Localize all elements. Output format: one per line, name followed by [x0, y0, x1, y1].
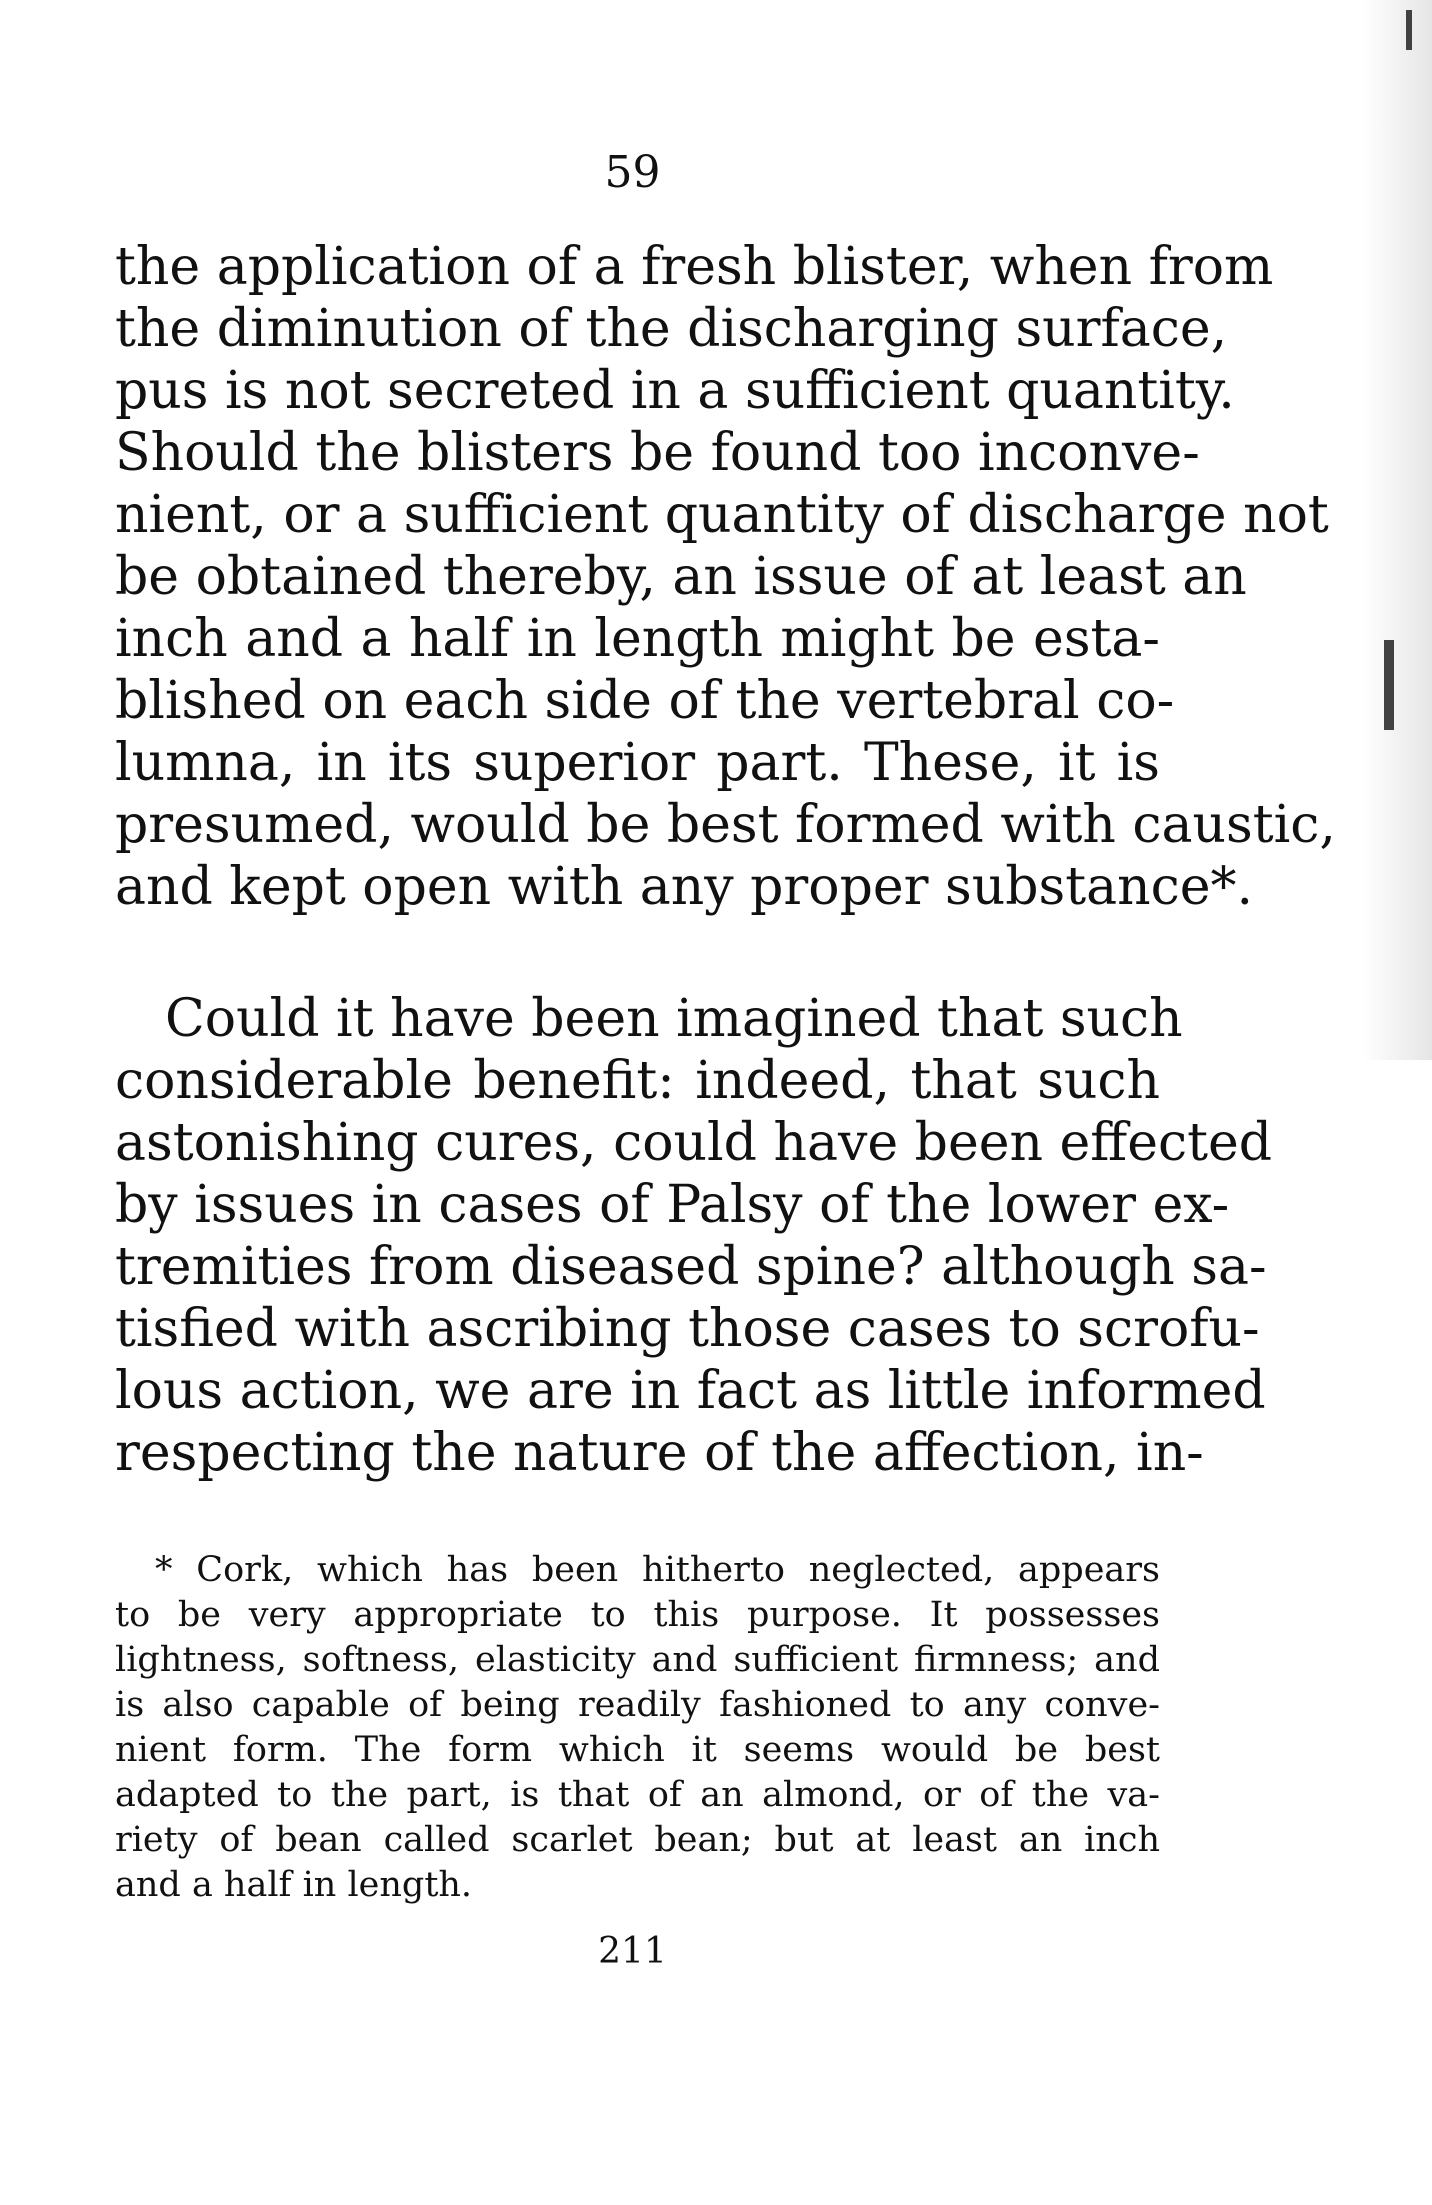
text-line: astonishing cures, could have been effected — [115, 1113, 1273, 1173]
paragraph-1 — [115, 236, 1336, 918]
text-line: lous action, we are in fact as little informed — [115, 1361, 1266, 1421]
footnote-line: and a half in length. — [115, 1865, 473, 1905]
text-line: the application of a fresh blister, when from — [115, 237, 1274, 297]
text-line: be obtained thereby, an issue of at least an — [115, 547, 1247, 607]
text-line: presumed, would be best formed with caustic, — [115, 795, 1336, 855]
scan-shadow-edge — [1362, 0, 1432, 1060]
footnote-line: is also capable of being readily fashioned to any conve- — [115, 1685, 1160, 1725]
text-line: pus is not secreted in a sufficient quantity. — [115, 361, 1235, 421]
text-line: respecting the nature of the affection, in- — [115, 1423, 1204, 1483]
footnote — [115, 1548, 1160, 1908]
text-line: by issues in cases of Palsy of the lower ex- — [115, 1175, 1230, 1235]
paragraph-2 — [115, 988, 1273, 1484]
scan-artifact — [1406, 10, 1412, 50]
text-line: nient, or a sufficient quantity of discharge not — [115, 485, 1329, 545]
scan-artifact — [1384, 640, 1394, 730]
text-line: lumna, in its superior part. These, it is — [115, 733, 1160, 793]
footnote-line: lightness, softness, elasticity and sufficient firmness; and — [115, 1640, 1160, 1680]
footnote-line: * Cork, which has been hitherto neglected, appears — [155, 1550, 1160, 1590]
text-line: considerable benefit: indeed, that such — [115, 1051, 1160, 1111]
text-line: and kept open with any proper substance*. — [115, 857, 1254, 917]
text-line: tremities from diseased spine? although sa- — [115, 1237, 1267, 1297]
text-line: tisfied with ascribing those cases to scrofu- — [115, 1299, 1260, 1359]
footnote-line: riety of bean called scarlet bean; but at least an inch — [115, 1820, 1160, 1860]
page-number: 59 — [604, 147, 661, 198]
text-line: the diminution of the discharging surface, — [115, 299, 1228, 359]
footnote-line: nient form. The form which it seems would be best — [115, 1730, 1160, 1770]
footnote-line: to be very appropriate to this purpose. It possesses — [115, 1595, 1160, 1635]
text-line: Should the blisters be found too inconve- — [115, 423, 1200, 483]
text-line: blished on each side of the vertebral co- — [115, 671, 1175, 731]
signature-mark: 211 — [598, 1931, 667, 1972]
footnote-line: adapted to the part, is that of an almond, or of the va- — [115, 1775, 1160, 1815]
text-line: inch and a half in length might be esta- — [115, 609, 1160, 669]
text-line: Could it have been imagined that such — [165, 989, 1183, 1049]
